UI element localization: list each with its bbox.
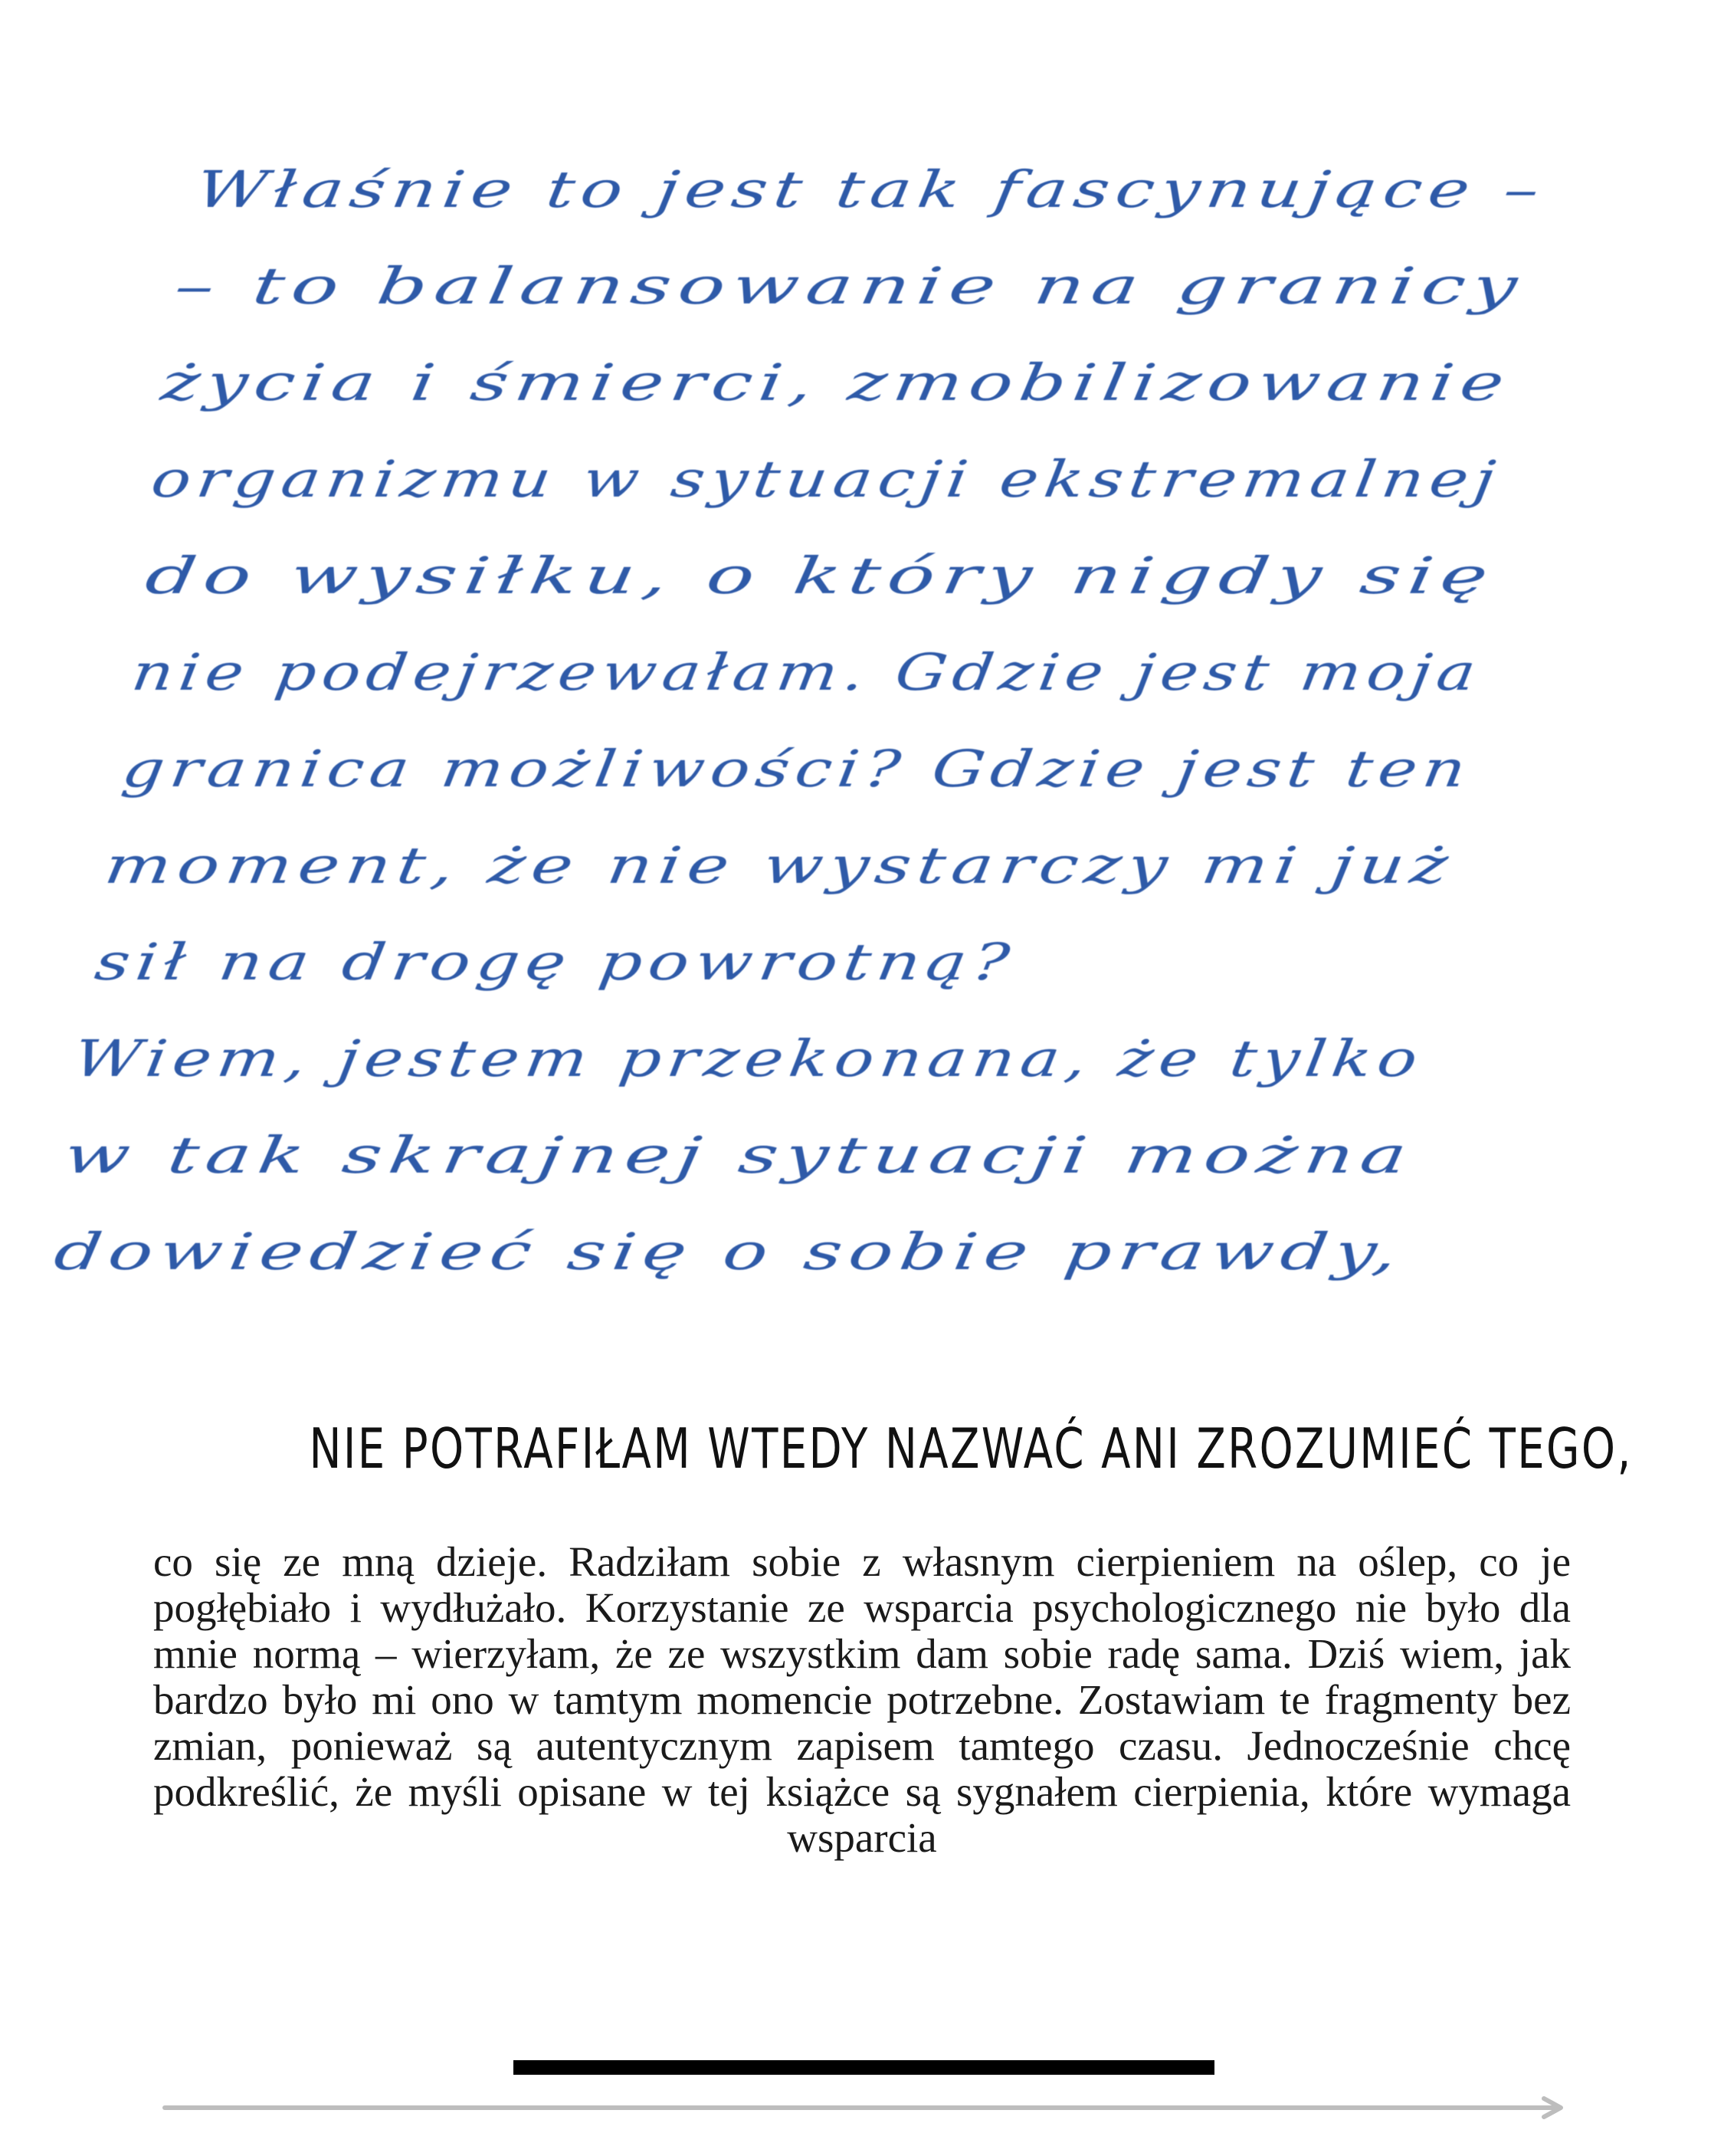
handwritten-note-svg (51, 115, 1624, 1387)
section-heading: NIE POTRAFIŁAM WTEDY NAZWAĆ ANI ZROZUMIEĆ TEGO, (309, 1416, 1633, 1481)
handwritten-line: granica możliwości? Gdzie jest ten (118, 739, 1171, 799)
body-paragraph: co się ze mną dzieje. Radziłam sobie z własnym cierpieniem na oślep, co je pogłębiało i wydłużało. Korzystanie ze wsparcia psychologicznego nie było dla mnie normą – wierzyłam, że ze wszystkim dam sobie radę sama. Dziś wiem, jak bardzo było mi ono w tamtym momencie potrzebne. Zostawiam te fragmenty bez zmian, ponieważ są autentycznym zapisem tamtego czasu. Jednocześnie chcę podkreślić, że myśli opisane w tej książce są sygnałem cierpienia, które wymaga wsparcia (153, 1538, 1571, 1861)
arrow-divider (165, 2096, 1567, 2119)
handwritten-line: nie podejrzewałam. Gdzie jest moja (128, 642, 1203, 702)
handwritten-line: życia i śmierci, zmobilizowanie (157, 353, 1103, 412)
handwritten-line: do wysiłku, o który nigdy się (142, 546, 1015, 605)
handwritten-line: Wiem, jestem przekonana, że tylko (70, 1029, 1124, 1088)
handwritten-line: sił na drogę powrotną? (91, 932, 791, 992)
handwritten-note (51, 115, 1624, 1387)
arrow-right-icon (165, 2096, 1567, 2119)
decorative-black-bar (513, 2060, 1214, 2075)
handwritten-line: organizmu w sytuacji ekstremalnej (147, 449, 1204, 509)
handwritten-line: – to balansowanie na granicy (171, 256, 1054, 316)
handwritten-line: dowiedzieć się o sobie prawdy, (51, 1222, 985, 1281)
handwritten-line: Właśnie to jest tak fascynujące – (192, 159, 1186, 219)
handwritten-line: moment, że nie wystarczy mi już (100, 835, 1088, 895)
handwritten-line: w tak skrajnej sytuacji można (60, 1125, 962, 1185)
